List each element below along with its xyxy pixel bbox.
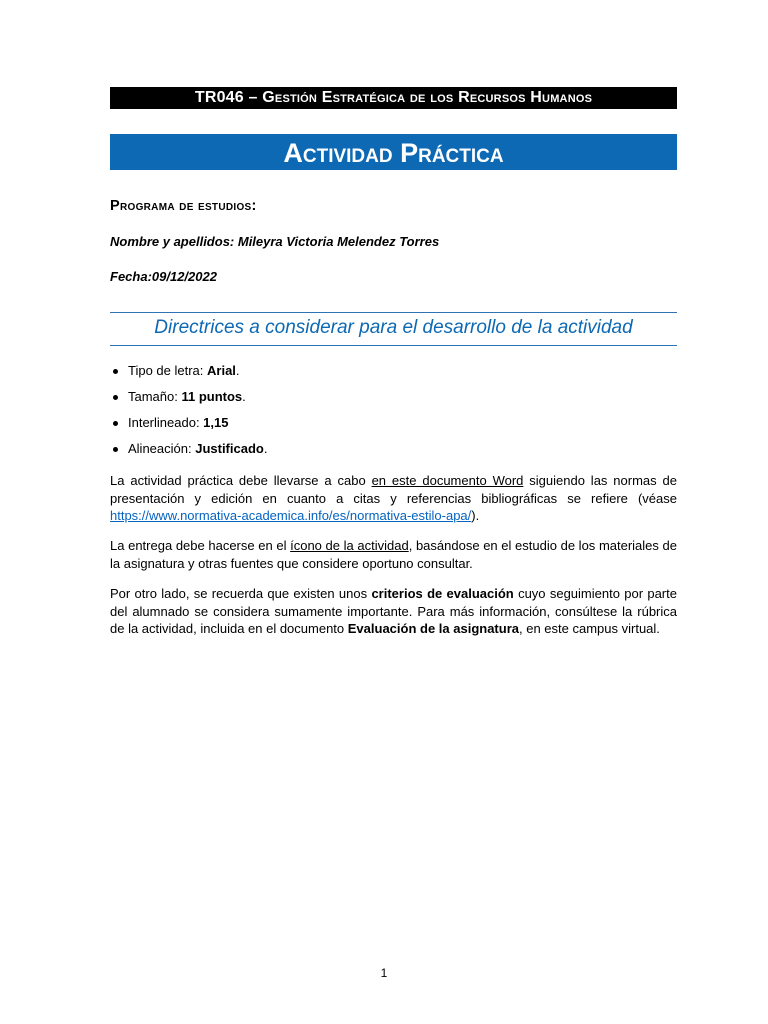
underlined-text: en este documento Word	[371, 473, 524, 488]
document-title: Actividad Práctica	[110, 134, 677, 170]
paragraph-submission	[110, 537, 677, 572]
bullet-icon	[113, 369, 118, 374]
text-run: ).	[471, 508, 480, 524]
guideline-value: 1,15	[203, 415, 229, 430]
text-run: , en este campus virtual.	[519, 621, 660, 637]
bullet-icon	[113, 395, 118, 400]
guideline-label: Alineación:	[128, 441, 196, 456]
date-field: Fecha:09/12/2022	[110, 269, 217, 284]
student-name: Nombre y apellidos: Mileyra Victoria Melendez Torres	[110, 234, 440, 249]
list-item	[110, 362, 267, 388]
list-item	[110, 388, 267, 414]
bullet-icon	[113, 421, 118, 426]
text-run: cuyo seguimiento por parte del alumnado se considera sumamente importante. Para más información, consúltese la rúbrica de la actividad, incluida en el documento	[110, 586, 677, 637]
guideline-value: Arial	[207, 363, 236, 378]
guideline-suffix: .	[263, 441, 268, 456]
underlined-text: ícono de la actividad	[290, 538, 409, 553]
heading-rule-top	[110, 312, 677, 313]
section-heading: Directrices a considerar para el desarrollo de la actividad	[154, 317, 633, 338]
bold-text: Evaluación de la asignatura	[347, 621, 519, 637]
text-run: siguiendo las normas de presentación y edición en cuanto a citas y referencias bibliográficas se refiere (véase	[110, 473, 677, 506]
bold-text: criterios de evaluación	[371, 586, 514, 601]
text-run: , basándose en el estudio de los materiales de la asignatura y otras fuentes que considere oportuno consultar.	[110, 538, 677, 571]
text-run: La entrega debe hacerse en el	[110, 538, 291, 553]
guideline-suffix: .	[242, 389, 246, 404]
paragraph-evaluation	[110, 585, 677, 638]
apa-norms-link[interactable]: https://www.normativa-academica.info/es/normativa-estilo-apa/	[110, 508, 472, 524]
guideline-label: Interlineado:	[128, 415, 204, 430]
paragraph-instructions	[110, 472, 677, 525]
guideline-label: Tipo de letra:	[128, 363, 208, 378]
guidelines-list	[110, 362, 267, 466]
heading-rule-bottom	[110, 345, 677, 346]
guideline-suffix: .	[235, 363, 240, 378]
guideline-value: Justificado	[195, 441, 264, 456]
page-number: 1	[380, 966, 388, 980]
guideline-label: Tamaño:	[128, 389, 182, 404]
list-item	[110, 414, 267, 440]
bullet-icon	[113, 447, 118, 452]
programa-label: Programa de estudios:	[110, 198, 257, 214]
list-item	[110, 440, 267, 466]
guideline-value: 11 puntos	[181, 389, 243, 404]
text-run: La actividad práctica debe llevarse a cabo	[110, 473, 372, 488]
course-title-bar: TR046 – Gestión Estratégica de los Recursos Humanos	[110, 87, 677, 109]
text-run: Por otro lado, se recuerda que existen unos	[110, 586, 372, 601]
